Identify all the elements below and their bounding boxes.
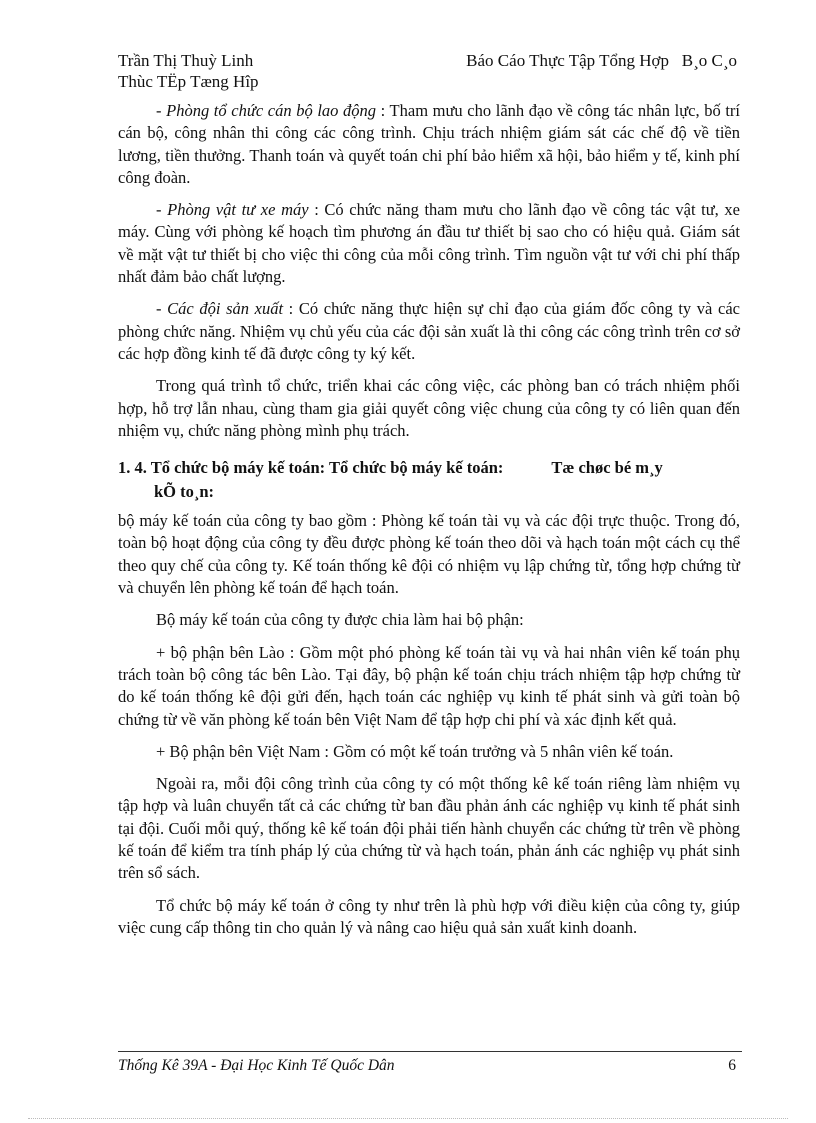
paragraph-lead: - Các đội sản xuất: [156, 299, 284, 319]
header-author: Trần Thị Thuỳ Linh: [118, 51, 254, 70]
paragraph: Ngoài ra, mỗi đội công trình của công ty có một thống kê kế toán riêng làm nhiệm vụ tập hợp và luân chuyển tất cả các chứng từ ban đầu phản ánh các nghiệp vụ kinh tế phát sinh tại đội. Cuối mỗi quý, thống kê kế toán đội phải tiến hành chuyển các chứng từ trên về phòng kế toán để kiểm tra tính pháp lý của chứng từ và hạch toán, phản ánh các nghiệp vụ phát sinh trên sổ sách.: [118, 774, 740, 883]
paragraph: [118, 375, 740, 442]
paragraph-text: : Có chức năng tham mưu cho lãnh đạo về công tác vật tư, xe máy. Cùng với phòng kế hoạch tìm phương án đầu tư thiết bị sao cho có hiệu quả. Giám sát về mặt vật tư thiết bị cho việc thi công của mỗi công trình. Tìm nguồn vật tư với chi phí thấp nhất đảm bảo chất lượng.: [118, 200, 741, 287]
section-heading-line2: kÕ to¸n:: [154, 482, 215, 502]
section-heading-text: 1. 4. Tổ chức bộ máy kế toán: Tổ chức bộ máy kế toán:: [118, 458, 504, 478]
document-body: [118, 100, 740, 949]
page-bottom-divider: [28, 1118, 788, 1119]
paragraph: + Bộ phận bên Việt Nam : Gồm có một kế toán trưởng và 5 nhân viên kế toán.: [156, 741, 674, 761]
header-title: Báo Cáo Thực Tập Tổng Hợp: [466, 51, 669, 70]
paragraph-text: : Tham mưu cho lãnh đạo về công tác nhân lực, bố trí cán bộ, công nhân thi công các công trình. Chịu trách nhiệm giám sát các chế độ về tiền lương, tiền thưởng. Thanh toán và quyết toán chi phí bảo hiểm xã hội, bảo hiểm y tế, kinh phí công đoàn.: [118, 101, 740, 187]
paragraph: [118, 298, 740, 365]
paragraph-text: Trong quá trình tổ chức, triển khai các công việc, các phòng ban có trách nhiệm phối hợp, hỗ trợ lẫn nhau, cùng tham gia giải quyết công việc chung của công ty có liên quan đến nhiệm vụ, chức năng phòng mình phụ trách.: [118, 376, 740, 440]
header-title-group: [466, 50, 737, 71]
page-header: [118, 50, 743, 92]
section-heading: [118, 456, 740, 504]
header-subtitle: Thùc TËp Tæng Hîp: [118, 72, 259, 91]
paragraph: [118, 100, 740, 189]
paragraph: bộ máy kế toán của công ty bao gồm : Phòng kế toán tài vụ và các đội trực thuộc. Trong đó, toàn bộ hoạt động của công ty đều được phòng kế toán theo dõi và hạch toán một cách cụ thể theo quy chế của công ty. Kế toán thống kê đội có nhiệm vụ lập chứng từ, tổng hợp chứng từ và chuyển lên phòng kế toán để hạch toán.: [118, 511, 740, 598]
paragraph: Bộ máy kế toán của công ty được chia làm hai bộ phận:: [156, 610, 524, 630]
section-heading-tail: Tæ chøc bé m¸y: [551, 458, 663, 478]
footer-text: Thống Kê 39A - Đại Học Kinh Tế Quốc Dân: [118, 1057, 395, 1074]
page-footer: [118, 1057, 742, 1075]
paragraph: Tổ chức bộ máy kế toán ở công ty như trên là phù hợp với điều kiện của công ty, giúp việc cung cấp thông tin cho quản lý và nâng cao hiệu quả sản xuất kinh doanh.: [118, 895, 740, 937]
paragraph: [118, 199, 740, 288]
paragraph-lead: - Phòng tổ chức cán bộ lao động: [156, 101, 377, 120]
header-title-suffix: B¸o C¸o: [681, 51, 737, 70]
paragraph: + bộ phận bên Lào : Gồm một phó phòng kế toán tài vụ và hai nhân viên kế toán phụ trách toàn bộ công tác bên Lào. Tại đây, bộ phận kế toán chịu trách nhiệm tập hợp chứng từ do kế toán thống kê đội gửi đến, hạch toán các nghiệp vụ kinh tế phát sinh và gửi toàn bộ chứng từ về văn phòng kế toán bên Việt Nam để tập hợp chi phí và xác định kết quả.: [118, 642, 740, 729]
paragraph-text: : Có chức năng thực hiện sự chỉ đạo của giám đốc công ty và các phòng chức năng. Nhiệm vụ chủ yếu của các đội sản xuất là thi công các công trình trên cơ sở các hợp đồng kinh tế đã được công ty ký kết.: [118, 299, 740, 363]
page-number: 6: [728, 1057, 736, 1074]
paragraph-lead: - Phòng vật tư xe máy: [156, 200, 309, 220]
footer-divider: [118, 1051, 742, 1052]
